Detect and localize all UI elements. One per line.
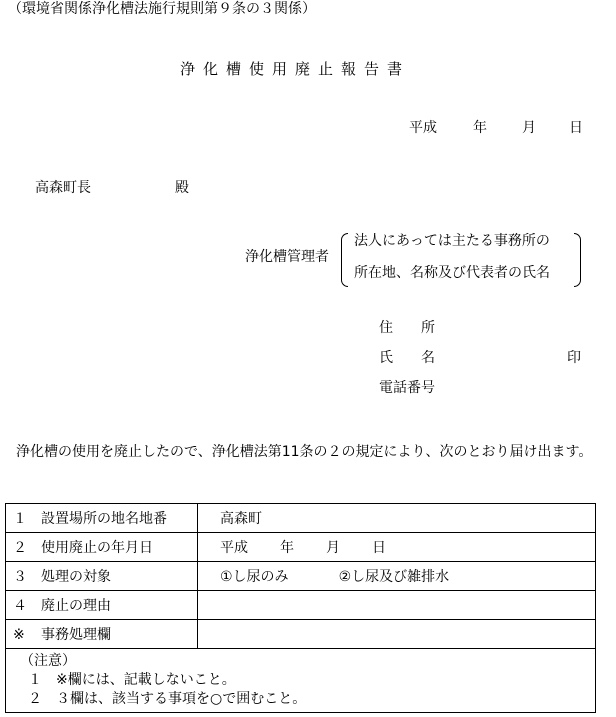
abolition-date-year: 年: [280, 540, 294, 556]
treatment-option-2[interactable]: ②し尿及び雑排水: [338, 569, 450, 585]
row-number: ※: [13, 627, 25, 643]
date-year: 年: [473, 120, 487, 136]
table-row: [6, 533, 596, 562]
note-item-1: １ ※欄には、記載しないこと。: [28, 672, 236, 688]
manager-label: 浄化槽管理者: [245, 249, 329, 265]
notes-heading: （注意）: [20, 653, 76, 669]
note-item-2: ２ ３欄は、該当する事項を○で囲むこと。: [28, 691, 307, 707]
abolition-date-era: 平成: [220, 540, 248, 556]
table-row: [6, 620, 596, 649]
row-label-cell: [6, 533, 198, 562]
manager-note-line1: 法人にあっては主たる事務所の: [354, 233, 550, 249]
abolition-reason-cell[interactable]: [198, 591, 596, 620]
manager-note-line2: 所在地、名称及び代表者の氏名: [354, 265, 550, 281]
table-row: [6, 504, 596, 533]
table-row: [6, 591, 596, 620]
phone-label: 電話番号: [379, 380, 435, 396]
bracket-right: [574, 233, 581, 287]
date-day: 日: [569, 120, 583, 136]
abolition-date-day: 日: [372, 540, 386, 556]
treatment-option-1[interactable]: ①し尿のみ: [220, 569, 289, 585]
bracket-left: [341, 233, 348, 287]
row-label-cell: [6, 620, 198, 649]
row-label: 事務処理欄: [41, 627, 111, 643]
location-value: 高森町: [220, 511, 262, 527]
row-label: 廃止の理由: [41, 598, 111, 614]
location-value-cell[interactable]: [198, 504, 596, 533]
row-number: １: [13, 511, 27, 527]
row-label: 設置場所の地名地番: [41, 511, 167, 527]
date-era: 平成: [409, 120, 437, 136]
abolition-date-month: 月: [326, 540, 340, 556]
notes-box: [5, 647, 596, 713]
report-table: [5, 503, 596, 649]
table-row: [6, 562, 596, 591]
row-label-cell: [6, 562, 198, 591]
row-number: ３: [13, 569, 27, 585]
page-title: 浄化槽使用廃止報告書: [180, 60, 411, 78]
date-month: 月: [522, 120, 536, 136]
regulation-reference: （環境省関係浄化槽法施行規則第９条の３関係）: [8, 1, 316, 17]
row-label-cell: [6, 504, 198, 533]
report-body-text: 浄化槽の使用を廃止したので、浄化槽法第11条の２の規定により、次のとおり届け出ます。: [16, 444, 593, 460]
treatment-target-cell[interactable]: [198, 562, 596, 591]
abolition-date-cell[interactable]: [198, 533, 596, 562]
addressee-honorific: 殿: [175, 180, 189, 196]
office-use-cell: [198, 620, 596, 649]
addressee-name: 高森町長: [35, 180, 91, 196]
row-number: ２: [13, 540, 27, 556]
address-label: 住 所: [379, 320, 435, 336]
row-label: 処理の対象: [41, 569, 111, 585]
row-label: 使用廃止の年月日: [41, 540, 153, 556]
row-number: ４: [13, 598, 27, 614]
row-label-cell: [6, 591, 198, 620]
seal-mark: 印: [567, 350, 581, 366]
name-label: 氏 名: [379, 350, 435, 366]
